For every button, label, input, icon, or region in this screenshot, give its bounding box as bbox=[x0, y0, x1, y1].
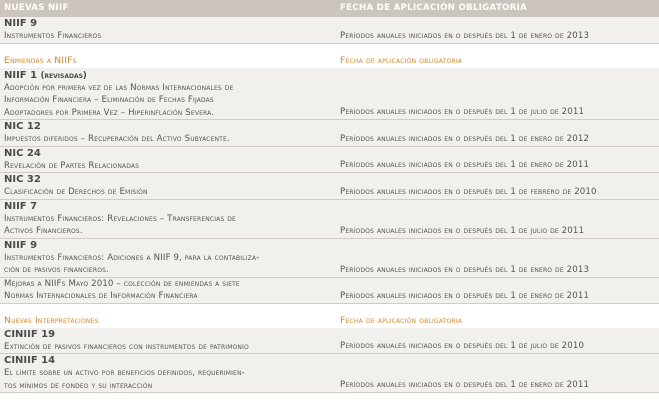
standard-description bbox=[4, 147, 330, 173]
effective-date: Períodos anuales iniciados en o después del 1 de enero de 2011 bbox=[340, 380, 590, 390]
effective-date: Períodos anuales iniciados en o después del 1 de julio de 2011 bbox=[340, 225, 585, 236]
description-line: ción de pasivos financieros. bbox=[4, 265, 109, 275]
standard-code-text: NIIF 1 bbox=[4, 69, 38, 81]
table-row bbox=[0, 120, 659, 147]
new-standards-list bbox=[0, 17, 659, 44]
standard-description bbox=[4, 68, 330, 120]
table-row bbox=[0, 173, 659, 200]
standard-code bbox=[4, 173, 330, 186]
standard-code bbox=[4, 200, 330, 213]
standard-code-text: NIIF 9 bbox=[4, 18, 38, 29]
description-line: Normas Internacionales de Información Financiera bbox=[4, 291, 198, 301]
column-header-new-standards: NUEVAS NIIF bbox=[4, 3, 69, 13]
effective-date: Períodos anuales iniciados en o después del 1 de enero de 2012 bbox=[340, 133, 590, 144]
standard-code-text: CINIIF 14 bbox=[4, 355, 56, 366]
table-row bbox=[0, 68, 659, 121]
table-row bbox=[0, 147, 659, 174]
section-date-header: Fecha de aplicación obligatoria bbox=[340, 54, 463, 66]
table-row bbox=[0, 17, 659, 44]
standard-description bbox=[4, 239, 330, 277]
standard-description bbox=[4, 278, 330, 303]
table-row bbox=[0, 354, 659, 393]
table-header bbox=[0, 0, 659, 17]
description-line: Instrumentos Financieros: Adiciones a NIIF 9, para la contabiliza- bbox=[4, 252, 260, 263]
table-row bbox=[0, 200, 659, 239]
standard-code-text: CINIIF 19 bbox=[4, 328, 56, 340]
standard-description bbox=[4, 120, 330, 146]
section-date-header: Fecha de aplicación obligatoria bbox=[340, 314, 463, 326]
description-line: Información Financiera – Eliminación de Fechas Fijadas bbox=[4, 95, 214, 105]
effective-date: Períodos anuales iniciados en o después del 1 de enero de 2013 bbox=[340, 264, 590, 275]
effective-date: Períodos anuales iniciados en o después del 1 de febrero de 2010 bbox=[340, 186, 597, 197]
description-line: Adopción por primera vez de las Normas Internacionales de bbox=[4, 82, 234, 93]
section-title: Enmiendas a NIIFs bbox=[4, 54, 77, 66]
section-title: Nuevas Interpretaciones bbox=[4, 314, 99, 326]
description-line: El límite sobre un activo por beneficios definidos, requerimien- bbox=[4, 368, 245, 378]
effective-date: Períodos anuales iniciados en o después del 1 de julio de 2010 bbox=[340, 341, 585, 351]
description-line: Clasificación de Derechos de Emisión bbox=[4, 187, 148, 197]
effective-date: Períodos anuales iniciados en o después del 1 de enero de 2013 bbox=[340, 30, 590, 41]
description-line: Activos Financieros. bbox=[4, 226, 83, 236]
standard-code bbox=[4, 354, 330, 367]
effective-date: Períodos anuales iniciados en o después del 1 de enero de 2011 bbox=[340, 290, 590, 301]
standard-description bbox=[4, 200, 330, 238]
table-row bbox=[0, 328, 659, 355]
standard-description bbox=[4, 354, 330, 392]
standard-code-text: NIC 32 bbox=[4, 174, 41, 185]
section-header-interpretations bbox=[0, 313, 659, 328]
standard-description bbox=[4, 17, 330, 43]
description-line: Revelación de Partes Relacionadas bbox=[4, 160, 140, 171]
column-header-effective-date: FECHA DE APLICACIÓN OBLIGATORIA bbox=[340, 3, 527, 13]
standard-code-text: NIIF 9 bbox=[4, 239, 38, 251]
table-row bbox=[0, 239, 659, 278]
section-spacer bbox=[0, 44, 659, 53]
standard-code-text: NIC 12 bbox=[4, 121, 41, 132]
description-line: tos mínimos de fondeo y su interacción bbox=[4, 380, 153, 391]
standard-description bbox=[4, 328, 330, 354]
description-line: Instrumentos Financieros: Revelaciones – Transferencias de bbox=[4, 213, 236, 224]
description-line: Impuestos diferidos – Recuperación del Activo Subyacente. bbox=[4, 134, 230, 144]
interpretations-list bbox=[0, 328, 659, 394]
description-line: Mejoras a NIIFs Mayo 2010 – colección de enmiendas a siete bbox=[4, 278, 240, 289]
amendments-list bbox=[0, 68, 659, 304]
standard-code bbox=[4, 147, 330, 160]
description-line: Instrumentos Financieros bbox=[4, 31, 102, 41]
standard-code bbox=[4, 17, 330, 30]
standard-code bbox=[4, 328, 330, 341]
standard-code-tag: (revisadas) bbox=[40, 69, 87, 80]
effective-date: Períodos anuales iniciados en o después del 1 de julio de 2011 bbox=[340, 107, 585, 117]
standard-code-text: NIC 24 bbox=[4, 147, 41, 159]
table-row bbox=[0, 278, 659, 304]
standard-code-text: NIIF 7 bbox=[4, 200, 38, 212]
description-line: Extinción de pasivos financieros con instrumentos de patrimonio bbox=[4, 341, 249, 352]
standard-code bbox=[4, 120, 330, 133]
section-spacer bbox=[0, 304, 659, 313]
standard-description bbox=[4, 173, 330, 199]
description-line: Adoptadores por Primera Vez – Hiperinflación Severa. bbox=[4, 107, 215, 118]
effective-date: Períodos anuales iniciados en o después del 1 de enero de 2011 bbox=[340, 160, 590, 170]
standard-code bbox=[4, 68, 330, 82]
section-header-amendments bbox=[0, 53, 659, 68]
standard-code bbox=[4, 239, 330, 252]
